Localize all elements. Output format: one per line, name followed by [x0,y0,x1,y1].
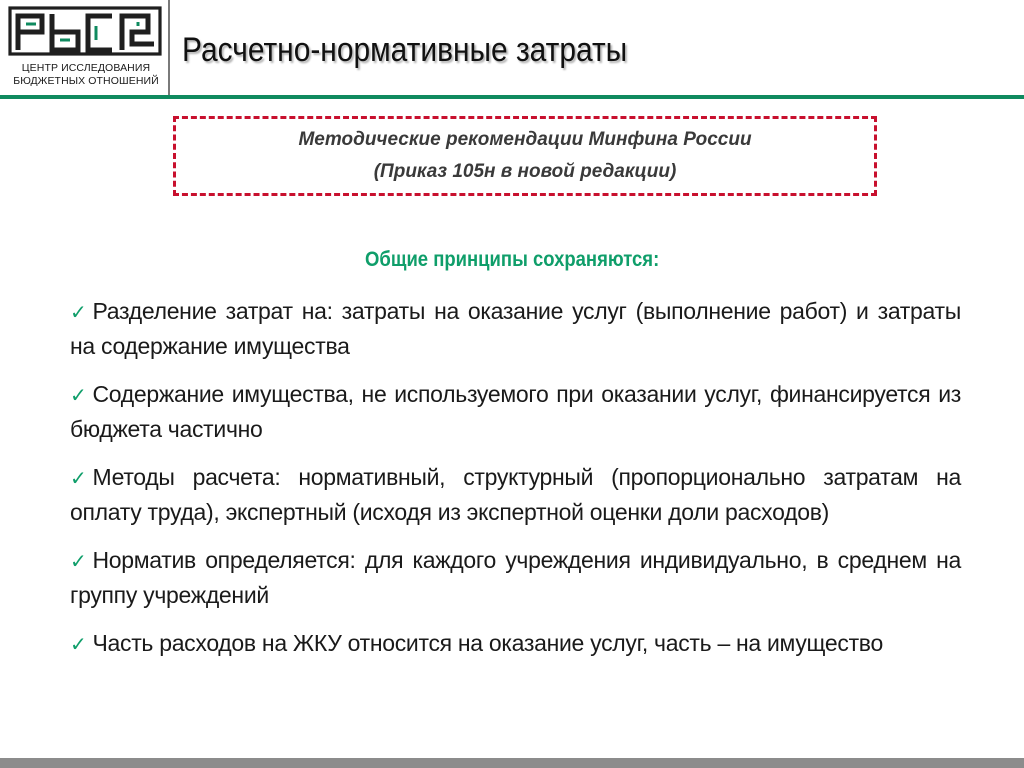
checkmark-icon: ✓ [70,632,87,656]
section-heading [0,248,1024,272]
reference-box [173,116,877,196]
list-item-text: Норматив определяется: для каждого учреждения индивидуально, в среднем на группу учреждений [70,547,961,608]
list-item-text: Часть расходов на ЖКУ относится на оказание услуг, часть – на имущество [92,630,883,656]
header-divider [168,0,170,96]
list-item-text: Содержание имущества, не используемого при оказании услуг, финансируется из бюджета частично [70,381,961,442]
list-item-text: Разделение затрат на: затраты на оказание услуг (выполнение работ) и затраты на содержание имущества [70,298,961,359]
list-item [70,543,961,612]
list-item-text: Методы расчета: нормативный, структурный (пропорционально затратам на оплату труда), экспертный (исходя из экспертной оценки доли расходов) [70,464,961,525]
checkmark-icon: ✓ [70,300,87,324]
header-rule [0,95,1024,99]
checkmark-icon: ✓ [70,549,87,573]
logo-caption-line2: БЮДЖЕТНЫХ ОТНОШЕНИЙ [13,75,159,87]
list-item [70,294,961,363]
bullet-list [70,294,961,675]
section-heading-text: Общие принципы сохраняются: [364,248,660,271]
footer-bar [0,758,1024,768]
logo-caption-line1: ЦЕНТР ИССЛЕДОВАНИЯ [21,62,151,74]
logo-caption [6,62,166,88]
list-item [70,460,961,529]
reference-line-1: Методические рекомендации Минфина России [298,129,752,150]
checkmark-icon: ✓ [70,466,87,490]
logo [6,6,166,92]
cibo-logo-icon [8,6,164,58]
list-item [70,626,961,661]
checkmark-icon: ✓ [70,383,87,407]
reference-line-2: (Приказ 105н в новой редакции) [373,161,677,182]
page-title: Расчетно-нормативные затраты [182,31,628,69]
list-item [70,377,961,446]
